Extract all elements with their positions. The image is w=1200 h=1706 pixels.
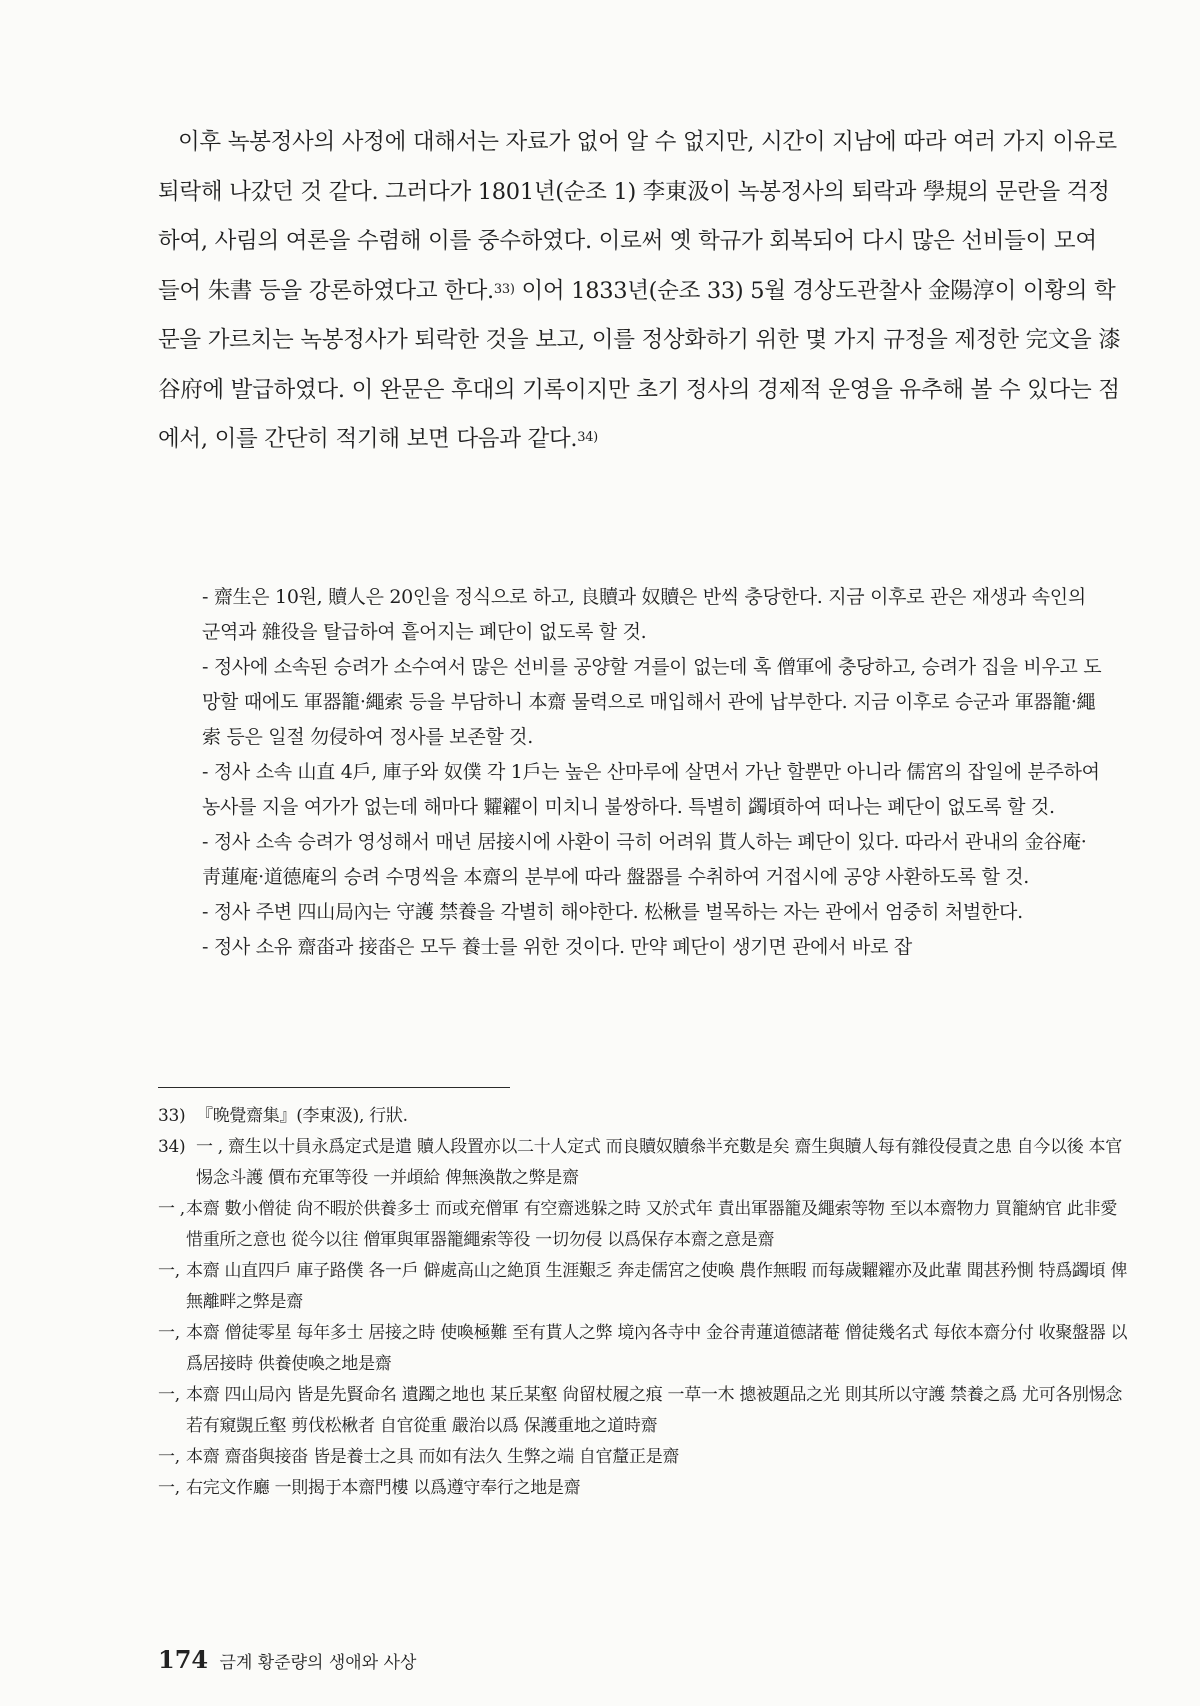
paragraph-part-1: 이후 녹봉정사의 사정에 대해서는 자료가 없어 알 수 없지만, 시간이 지남에 따라 여러 가지 이유로 퇴락해 나갔던 것 같다. 그러다가 1801년(순조 1) 李東汲이 녹봉정사의 퇴락과 學規의 문란을 걱정하여, 사림의 여론을 수렴해 이를 중수하였다. 이로써 옛 학규가 회복되어 다시 많은 선비들이 모여 들어 朱書 등을 강론하였다고 한다. <box>158 129 1117 304</box>
regulation-item-2: - 정사에 소속된 승려가 소수여서 많은 선비를 공양할 겨를이 없는데 혹 僧軍에 충당하고, 승려가 집을 비우고 도망할 때에도 軍器籠·繩索 등을 부담하니 本齋 물력으로 매입해서 관에 납부한다. 지금 이후로 승군과 軍器籠·繩索 등은 일절 勿侵하여 정사를 보존할 것. <box>202 656 1102 748</box>
regulation-item-3: - 정사 소속 山直 4戶, 庫子와 奴僕 각 1戶는 높은 산마루에 살면서 가난 할뿐만 아니라 儒宮의 잡일에 분주하여 농사를 지을 여가가 없는데 해마다 糶糴이 미치니 불쌍하다. 특별히 蠲頃하여 떠나는 폐단이 없도록 할 것. <box>202 761 1100 818</box>
footnote-34-clause-5 <box>158 1380 1128 1442</box>
paragraph-text <box>158 118 1123 465</box>
footnote-34 <box>158 1132 1128 1194</box>
regulation-item-5: - 정사 주변 四山局內는 守護 禁養을 각별히 해야한다. 松楸를 벌목하는 자는 관에서 엄중히 처벌한다. <box>202 901 1023 923</box>
clause-marker: 一, <box>158 1447 180 1467</box>
clause-marker: 一 , <box>158 1199 185 1219</box>
footnote-number: 34) <box>158 1137 186 1157</box>
page-footer <box>158 1645 416 1674</box>
clause-text: 本齋 數小僧徒 尙不暇於供養多士 而或充僧軍 有空齋逃躲之時 又於式年 責出軍器籠及繩索等物 至以本齋物力 買籠納官 此非愛惜重所之意也 從今以往 僧軍與軍器籠繩索等役 一切勿侵 以爲保存本齋之意是齋 <box>186 1199 1118 1250</box>
footnotes <box>158 1101 1128 1504</box>
clause-marker: 一, <box>158 1261 180 1281</box>
clause-text: 本齋 山直四戶 庫子路僕 各一戶 僻處高山之絶頂 生涯艱乏 奔走儒宮之使喚 農作無暇 而每歲糶糴亦及此輩 聞甚矜惻 特爲蠲頃 俾無離畔之弊是齋 <box>186 1261 1128 1312</box>
footnote-divider <box>158 1087 510 1088</box>
quoted-regulations <box>202 580 1102 965</box>
clause-marker: 一, <box>158 1385 180 1405</box>
footnote-ref-33: 33) <box>493 281 515 297</box>
clause-marker: 一, <box>158 1323 180 1343</box>
page-number: 174 <box>158 1645 209 1674</box>
clause-text: 本齋 齋畓與接畓 皆是養士之具 而如有法久 生弊之端 自官釐正是齋 <box>186 1447 680 1467</box>
main-paragraph <box>158 118 1123 465</box>
regulation-item-1: - 齋生은 10원, 贖人은 20인을 정식으로 하고, 良贖과 奴贖은 반씩 충당한다. 지금 이후로 관은 재생과 속인의 군역과 雜役을 탈급하여 흩어지는 폐단이 없도록 할 것. <box>202 586 1086 643</box>
footnote-34-clause-4 <box>158 1318 1128 1380</box>
footnote-34-clause-7 <box>158 1473 1128 1504</box>
footnote-ref-34: 34) <box>577 430 598 445</box>
running-title: 금계 황준량의 생애와 사상 <box>219 1653 417 1673</box>
clause-text: 右完文作廳 一則揭于本齋門樓 以爲遵守奉行之地是齋 <box>186 1478 581 1498</box>
regulation-item-4: - 정사 소속 승려가 영성해서 매년 居接시에 사환이 극히 어려워 貰人하는 폐단이 있다. 따라서 관내의 金谷庵·靑蓮庵·道德庵의 승려 수명씩을 本齋의 분부에 따라 盤器를 수취하여 거접시에 공양 사환하도록 할 것. <box>202 831 1087 888</box>
footnote-text: 『晩覺齋集』(李東汲), 行狀. <box>196 1106 408 1126</box>
clause-text: 本齋 四山局內 皆是先賢命名 遺躅之地也 某丘某壑 尙留杖履之痕 一草一木 摠被題品之光 則其所以守護 禁養之爲 尤可各別惕念 若有窺覬丘壑 剪伐松楸者 自官從重 嚴治以爲 保護重地之道時齋 <box>186 1385 1123 1436</box>
clause-marker: 一, <box>158 1478 180 1498</box>
regulation-item-6: - 정사 소유 齋畓과 接畓은 모두 養士를 위한 것이다. 만약 폐단이 생기면 관에서 바로 잡 <box>202 936 912 958</box>
footnote-text: 一 , 齋生以十員永爲定式是遣 贖人段置亦以二十人定式 而良贖奴贖叅半充數是矣 齋生與贖人每有雜役侵責之患 自今以後 本官惕念斗護 價布充軍等役 一并頉給 俾無渙散之弊是齋 <box>196 1137 1122 1188</box>
paragraph-part-2: 이어 1833년(순조 33) 5월 경상도관찰사 金陽淳이 이황의 학문을 가르치는 녹봉정사가 퇴락한 것을 보고, 이를 정상화하기 위한 몇 가지 규정을 제정한 完文을 漆谷府에 발급하였다. 이 완문은 후대의 기록이지만 초기 정사의 경제적 운영을 유추해 볼 수 있다는 점에서, 이를 간단히 적기해 보면 다음과 같다. <box>158 277 1121 452</box>
footnote-33 <box>158 1101 1128 1132</box>
footnote-34-clause-3 <box>158 1256 1128 1318</box>
clause-text: 本齋 僧徒零星 每年多士 居接之時 使喚極難 至有貰人之弊 境內各寺中 金谷靑蓮道德諸菴 僧徒幾名式 每依本齋分付 收聚盤器 以爲居接時 供養使喚之地是齋 <box>186 1323 1128 1374</box>
footnote-34-clause-2 <box>158 1194 1128 1256</box>
footnote-34-clause-6 <box>158 1442 1128 1473</box>
footnote-number: 33) <box>158 1106 186 1126</box>
